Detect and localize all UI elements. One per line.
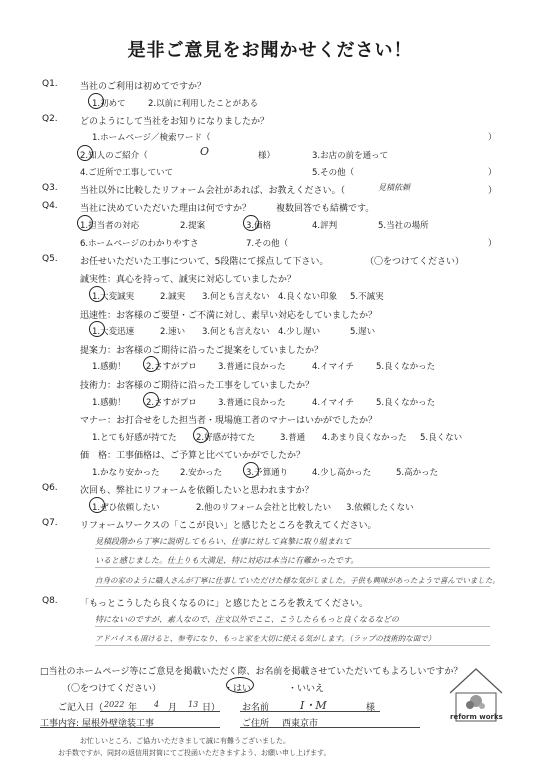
consent-no[interactable]: ・いいえ bbox=[288, 684, 325, 694]
q4-note: 複数回答でも結構です。 bbox=[276, 204, 375, 214]
q3-close: ） bbox=[488, 186, 498, 196]
q5-item-6-option-5[interactable]: 5.高かった bbox=[396, 468, 439, 478]
answer-circle bbox=[193, 427, 209, 443]
q2-number: Q2. bbox=[42, 114, 58, 124]
q5-item-1-option-3[interactable]: 3.何とも言えない bbox=[202, 292, 270, 302]
q2-option-2[interactable]: 2.知人のご紹介（ bbox=[80, 151, 148, 161]
q5-item-4-option-2[interactable]: 2.さすがプロ bbox=[146, 398, 197, 408]
q5-item-6-option-4[interactable]: 4.少し高かった bbox=[312, 468, 372, 478]
entry-day-label: 日） bbox=[202, 703, 221, 713]
q5-item-1-option-1[interactable]: 1.大変誠実 bbox=[92, 292, 135, 302]
reform-works-logo bbox=[446, 665, 506, 725]
q2-option-1-close: ） bbox=[488, 133, 497, 143]
answer-circle bbox=[143, 356, 159, 372]
footer-instructions: お手数ですが、同封の返信用封筒にてご投函いただきますよう、お願い申し上げます。 bbox=[58, 749, 331, 757]
q5-item-6-label: 価 格：工事価格は、ご予算と比べていかがでしたか？ bbox=[80, 451, 306, 461]
q5-item-2-option-5[interactable]: 5.遅い bbox=[350, 327, 376, 337]
entry-year-label: 年 bbox=[128, 703, 138, 713]
answer-line bbox=[95, 645, 490, 646]
q4-option-3[interactable]: 3.価格 bbox=[246, 221, 272, 231]
q6-option-2[interactable]: 2.他のリフォーム会社と比較したい bbox=[196, 503, 332, 513]
q7-number: Q7. bbox=[42, 518, 58, 528]
q6-question: 次回も、弊社にリフォームを依頼したいと思われますか？ bbox=[80, 486, 314, 496]
q6-option-3[interactable]: 3.依頼したくない bbox=[346, 503, 414, 513]
q5-item-4-option-1[interactable]: 1.感動！ bbox=[92, 398, 126, 408]
q5-item-5-option-2[interactable]: 2.好感が持てた bbox=[196, 433, 256, 443]
q4-option-7-close: ） bbox=[488, 239, 497, 249]
entry-name-suffix: 様 bbox=[366, 703, 376, 713]
q4-option-7[interactable]: 7.その他（ bbox=[246, 239, 289, 249]
underline bbox=[100, 711, 220, 712]
q5-item-1-option-2[interactable]: 2.誠実 bbox=[160, 292, 186, 302]
q5-item-4-label: 技術力：お客様のご期待に沿った工事をしていましたか？ bbox=[80, 381, 315, 391]
logo-text: reform works bbox=[450, 713, 503, 721]
q2-option-4[interactable]: 4.ご近所で工事していて bbox=[80, 168, 174, 178]
page-title: 是非ご意見をお聞かせください！ bbox=[127, 40, 413, 61]
entry-year: 2022 bbox=[104, 700, 125, 709]
q5-item-3-option-5[interactable]: 5.良くなかった bbox=[376, 362, 436, 372]
q1-number: Q1. bbox=[42, 79, 58, 89]
q5-item-3-option-4[interactable]: 4.イマイチ bbox=[312, 362, 354, 372]
q3-question: 当社以外に比較したリフォーム会社があれば、お教えください。（ bbox=[80, 186, 346, 196]
q5-item-2-option-4[interactable]: 4.少し遅い bbox=[278, 327, 321, 337]
consent-yes[interactable]: ・はい bbox=[224, 684, 252, 694]
q5-item-5-option-1[interactable]: 1.とても好感が持てた bbox=[92, 433, 177, 443]
entry-work: 屋根外壁塗装工事 bbox=[82, 719, 155, 729]
answer-circle bbox=[143, 392, 159, 408]
q5-item-6-option-2[interactable]: 2.安かった bbox=[180, 468, 223, 478]
q5-item-4-option-4[interactable]: 4.イマイチ bbox=[312, 398, 354, 408]
answer-circle bbox=[89, 321, 105, 337]
answer-line bbox=[95, 626, 490, 627]
q7-handwritten-line-2: いると感じました。仕上りも大満足、特に対応は本当に有難かったです。 bbox=[95, 556, 359, 565]
q5-item-3-option-3[interactable]: 3.普通に良かった bbox=[218, 362, 286, 372]
q5-item-3-option-1[interactable]: 1.感動！ bbox=[92, 362, 126, 372]
consent-question: □当社のホームページ等にご意見を掲載いただく際、お名前を掲載させていただいてもよろしいですか？ bbox=[40, 667, 463, 677]
q8-question: 「もっとこうしたら良くなるのに」と感じたところを教えてください。 bbox=[80, 599, 369, 609]
answer-circle bbox=[243, 215, 259, 231]
q5-item-2-label: 迅速性：お客様のご要望・ご不満に対し、素早い対応をしていましたか？ bbox=[80, 311, 378, 321]
q2-option-3[interactable]: 3.お店の前を通って bbox=[312, 151, 389, 161]
q4-option-4[interactable]: 4.評判 bbox=[312, 221, 338, 231]
q8-handwritten-line-2: アドバイスも頂けると、参考になり、もっと家を大切に使える気がします。（ラップの技術的な面で） bbox=[95, 634, 436, 643]
answer-circle bbox=[77, 215, 93, 231]
answer-circle bbox=[226, 677, 254, 693]
answer-circle bbox=[243, 462, 259, 478]
answer-circle bbox=[89, 286, 105, 302]
q4-question: 当社に決めていただいた理由は何ですか？ bbox=[80, 204, 252, 214]
q4-option-6[interactable]: 6.ホームページのわかりやすさ bbox=[80, 239, 199, 249]
q6-option-1[interactable]: 1.ぜひ依頼したい bbox=[92, 503, 160, 513]
entry-name: I・M bbox=[300, 699, 327, 712]
answer-circle bbox=[89, 497, 105, 513]
q5-item-1-label: 誠実性：真心を持って、誠実に対応していましたか？ bbox=[80, 275, 296, 285]
entry-address: 西東京市 bbox=[282, 719, 319, 729]
q5-item-6-option-3[interactable]: 3.予算通り bbox=[246, 468, 289, 478]
q5-item-3-option-2[interactable]: 2.さすがプロ bbox=[146, 362, 197, 372]
answer-circle bbox=[77, 145, 93, 161]
q4-option-5[interactable]: 5.当社の場所 bbox=[378, 221, 429, 231]
q7-handwritten-line-1: 見積段階から丁寧に説明してもらい、仕事に対して真摯に取り組まれて bbox=[95, 537, 351, 546]
answer-line bbox=[95, 548, 490, 549]
q5-item-4-option-3[interactable]: 3.普通に良かった bbox=[218, 398, 286, 408]
answer-line bbox=[95, 567, 490, 568]
q1-option-2[interactable]: 2.以前に利用したことがある bbox=[148, 99, 259, 109]
q5-item-1-option-4[interactable]: 4.良くない印象 bbox=[278, 292, 338, 302]
entry-month-label: 月 bbox=[168, 703, 178, 713]
q6-number: Q6. bbox=[42, 483, 58, 493]
q2-handwritten-name: O bbox=[200, 145, 210, 158]
underline bbox=[240, 727, 420, 728]
q4-option-2[interactable]: 2.提案 bbox=[180, 221, 206, 231]
entry-day: 13 bbox=[188, 700, 199, 709]
q7-question: リフォームワークスの「ここが良い」と感じたところを教えてください。 bbox=[80, 521, 377, 531]
q8-handwritten-line-1: 特にないのですが、素人なので、注文以外でここ、こうしたらもっと良くなるなどの bbox=[95, 615, 399, 624]
q5-item-5-option-5[interactable]: 5.良くない bbox=[420, 433, 463, 443]
q5-note: （〇をつけてください） bbox=[365, 257, 465, 267]
q5-question: お任せいただいた工事について、5段階にて採点して下さい。 bbox=[80, 257, 329, 267]
q2-option-2-suffix: 様） bbox=[258, 151, 276, 161]
q3-handwritten-answer: 見積依頼 bbox=[378, 183, 410, 192]
q5-item-5-option-4[interactable]: 4.あまり良くなかった bbox=[322, 433, 407, 443]
q7-handwritten-line-3: 自身の家のように職人さんが丁寧に仕事していただけた様な気がしました。子供も興味があったようで喜んでいました。 bbox=[95, 576, 500, 585]
consent-note: （〇をつけてください） bbox=[62, 684, 162, 694]
underline bbox=[40, 727, 220, 728]
q8-number: Q8. bbox=[42, 596, 58, 606]
q4-number: Q4. bbox=[42, 201, 58, 211]
q5-number: Q5. bbox=[42, 254, 58, 264]
q5-item-5-label: マナー：お打合せをした担当者・現場施工者のマナーはいかがでしたか？ bbox=[80, 416, 378, 426]
q1-question: 当社のご利用は初めてですか？ bbox=[80, 82, 207, 92]
q5-item-2-option-2[interactable]: 2.速い bbox=[160, 327, 186, 337]
q5-item-2-option-1[interactable]: 1.大変迅速 bbox=[92, 327, 135, 337]
entry-name-label: お名前 bbox=[242, 703, 270, 713]
entry-address-label: ご住所 bbox=[242, 719, 270, 729]
q5-item-1-option-5[interactable]: 5.不誠実 bbox=[350, 292, 384, 302]
q5-item-4-option-5[interactable]: 5.良くなかった bbox=[376, 398, 436, 408]
entry-date-label: ご記入日（ bbox=[58, 703, 104, 713]
q3-number: Q3. bbox=[42, 183, 58, 193]
answer-line bbox=[95, 586, 490, 587]
q2-question: どのようにして当社をお知りになりましたか？ bbox=[80, 117, 270, 127]
q4-option-1[interactable]: 1.担当者の対応 bbox=[80, 221, 140, 231]
entry-work-label: 工事内容: bbox=[40, 719, 80, 729]
q2-option-5-close: ） bbox=[488, 168, 497, 178]
q1-option-1[interactable]: 1.初めて bbox=[92, 99, 126, 109]
q5-item-3-label: 提案力：お客様のご期待に沿ったご提案をしていましたか？ bbox=[80, 346, 324, 356]
answer-circle bbox=[88, 93, 104, 109]
footer-thanks: お忙しいところ、ご協力いただきまして誠に有難うございました。 bbox=[80, 737, 290, 745]
entry-month: 4 bbox=[154, 700, 160, 709]
q5-item-5-option-3[interactable]: 3.普通 bbox=[280, 433, 306, 443]
underline bbox=[240, 711, 380, 712]
q5-item-2-option-3[interactable]: 3.何とも言えない bbox=[202, 327, 270, 337]
q5-item-6-option-1[interactable]: 1.かなり安かった bbox=[92, 468, 160, 478]
q2-option-1[interactable]: 1.ホームページ／検索ワード（ bbox=[92, 133, 211, 143]
q2-option-5[interactable]: 5.その他（ bbox=[312, 168, 355, 178]
